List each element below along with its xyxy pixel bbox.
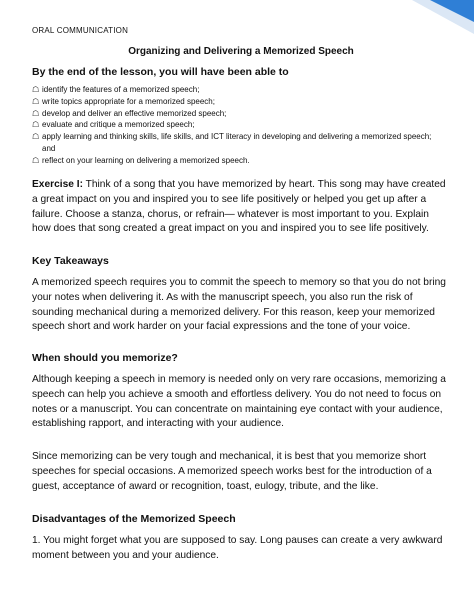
exercise-paragraph [32, 178, 446, 237]
objective-item: ☖ develop and deliver an effective memorized speech; [32, 108, 227, 118]
house-outline-icon: ☖ [32, 108, 40, 118]
page-title: Organizing and Delivering a Memorized Speech [128, 46, 354, 57]
key-takeaways-heading: Key Takeaways [32, 255, 109, 267]
corner-decoration [412, 0, 474, 34]
house-outline-icon: ☖ [32, 85, 40, 94]
when-paragraph-1: Although keeping a speech in memory is needed only on very rare occasions, memorizing a speech can help you achieve a smooth and effortless delivery. You do not need to focus on notes or a manuscript. You can concentrate on maintaining eye contact with your audience, establishing rapport, and interacting with your audience. [32, 374, 446, 430]
objective-item: ☖ identify the features of a memorized speech; [32, 85, 200, 94]
objective-item: ☖ evaluate and critique a memorized speech; [32, 120, 195, 130]
objectives-list [32, 84, 444, 167]
page-header: ORAL COMMUNICATION [32, 26, 129, 35]
disadvantages-paragraph-1: 1. You might forget what you are supposed to say. Long pauses can create a very awkward moment between you and your audience. [32, 535, 443, 561]
house-outline-icon: ☖ [32, 132, 40, 142]
house-outline-icon: ☖ [32, 120, 40, 130]
disadvantages-heading: Disadvantages of the Memorized Speech [32, 513, 236, 525]
house-outline-icon: ☖ [32, 155, 40, 165]
objective-item: ☖ apply learning and thinking skills, life skills, and ICT literacy in developing and delivering a memorized speech; and [32, 132, 432, 153]
exercise-label: Exercise I: [32, 179, 83, 190]
when-heading: When should you memorize? [32, 352, 178, 364]
exercise-text: Think of a song that you have memorized by heart. This song may have created a great impact on you and inspired you to see life positively or helped you get up after a failure. Choose a stanza, chorus, or refrain— whatever is most important to you. Explain how does that song created a great impact on you and inspired you to see life positively. [32, 179, 446, 235]
objective-item: ☖ write topics appropriate for a memorized speech; [32, 96, 215, 106]
house-outline-icon: ☖ [32, 96, 40, 106]
when-paragraph-2: Since memorizing can be very tough and mechanical, it is best that you memorize short speeches for special occasions. A memorized speech works best for the introduction of a guest, acceptance of award or recognition, toast, eulogy, tribute, and the like. [32, 451, 432, 492]
key-takeaways-paragraph: A memorized speech requires you to commit the speech to memory so that you do not bring your notes when delivering it. As with the manuscript speech, you also run the risk of sounding mechanical during a memorized delivery. For this reason, keep your memorized speech short and work harder on your facial expressions and the tone of your voice. [32, 277, 446, 333]
objectives-heading: By the end of the lesson, you will have been able to [32, 66, 289, 78]
objective-item: ☖ reflect on your learning on delivering a memorized speech. [32, 155, 250, 165]
